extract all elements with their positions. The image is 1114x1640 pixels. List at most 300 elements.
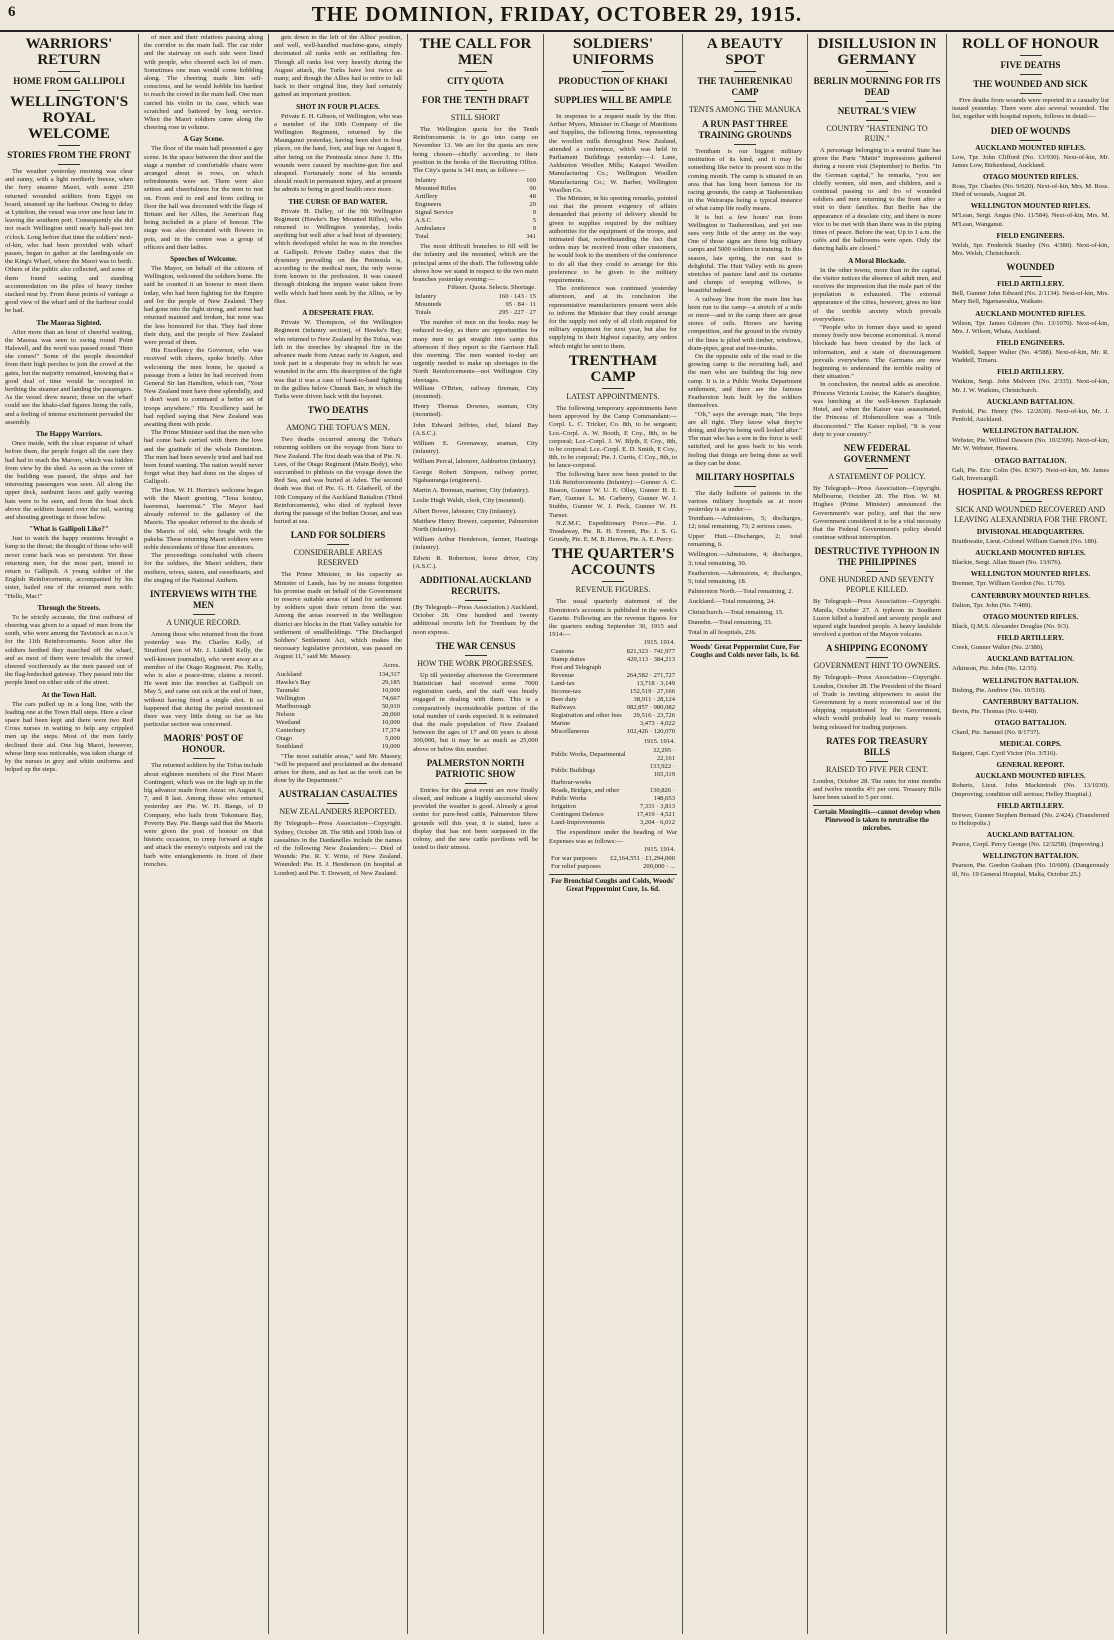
table-row [549,811,677,819]
table-row [413,217,538,225]
table-cell-label: Wellington [276,694,306,702]
table-cell-value: 5,000 [385,734,400,742]
article-paragraph: On the opposite side of the road to the growing camp is the recruiting hall, and the men who are building the big new camp. It is in a Public Works Department settlement, and there are the famous Featherston huts built by the soldiers themselves. [688,353,802,410]
table-cell-value: £2,164,551 · £1,294,000 [610,854,675,862]
decorative-rule [58,145,80,146]
section-subhead: FIELD ARTILLERY. [997,634,1064,643]
table-cell-label: For war purposes [551,854,597,862]
decorative-rule [866,120,888,121]
article-deck: AMONG THE TOFUA'S MEN. [286,423,390,433]
article-subheading: FIVE DEATHS [1000,60,1061,70]
list-entry: By Telegraph—Press Association—Copyright. Sydney, October 28. The 98th and 100th lists of casualties in the Dardanelles include the names of the following New Zealanders:— Died of Wounds: Pte. R. Y. Write, of New Zealand. Wounded: Pte. H. J. Henderson (in hospital at London) and Pte. T. Dowsett, of New Zealand. [274,820,402,877]
table-row [413,225,538,233]
section-subhead: FIELD ARTILLERY. [997,368,1064,377]
article-paragraph: After more than an hour of cheerful waiting, the Maoraa was seen to swing round Point Halswell, and the word was passed round "Here she comes!" Some of the people descended from their high perches to join the crowd at the gates, but the majority remained, knowing that a good deal of time would be occupied in berthing the steamer and landing the passengers. As the vessel drew nearer, those on the wharf could see the khaki-clad figures lining the rails, and a feeling of intense excitement pervaded the assembly. [5,328,133,426]
decorative-rule [1020,74,1042,75]
article-paragraph: In conclusion, the neutral adds as anecdote. Princess Victoria Louise, the Kaiser's daughter, was lunching at the well-known Esplanade Hotel, and when the Kaiser was assassinated, the Princess of Hohenzollern was a "little disconcerted." The Kaiser replied, "It is your duty to your country." [813,381,941,438]
section-subhead: AUCKLAND MOUNTED RIFLES. [975,143,1086,152]
article-subheading: LAND FOR SOLDIERS [290,530,386,541]
table-cell-label: Public Buildings [551,767,596,775]
table-cell-label: Otago [276,734,293,742]
list-entry: Dalton, Tpr. John (No. 7/489). [952,601,1033,609]
decorative-rule [465,71,487,72]
article-subheading: DESTRUCTIVE TYPHOON IN THE PHILIPPINES [814,546,940,568]
table-row [413,185,538,193]
table-column-header: 1915. 1914. [643,738,675,746]
figures-table-block [549,738,677,827]
section-subhead: THE CURSE OF BAD WATER. [288,197,388,206]
section-subhead: MEDICAL CORPS. [999,740,1062,749]
table-row [549,712,677,720]
list-entry: Bevin, Pte. Thomas (No. 6/448). [952,707,1038,715]
section-subhead: OTAGO BATTALION. [994,718,1067,727]
table-row [549,779,677,787]
article-paragraph: The Prime Minister, in his capacity as Minister of Lands, has by no means forgotten his promise made on behalf of the Government to reserve suitable areas of land for settlement by soldiers upon their return from the war. Among the areas reserved in the Wellington district are blocks in the Hutt Valley suitable for settlement of smallholdings. "The Discharged Soldiers' Settlement Act, which makes the necessary legislative provision, was passed on August 11," said Mr. Massey. [274,571,402,661]
article-subheading: MAORIS' POST OF HONOUR. [163,733,244,755]
masthead [0,0,1114,32]
decorative-rule [866,101,888,102]
table-cell-value: 74,667 [381,694,400,702]
article-paragraph: Private E. H. Gibson, of Wellington, who was a member of the 10th Company of the Wellington Regiment, returned by the Maunganui yesterday, having been shot in four places, on the hand, foot, and legs on August 8, after being on the Peninsula since June 3. His wounds were caused by machine-gun fire and shrapnel. Fortunately none of his wounds should result in permanent injury, and at present he admits to being in good health once more. [274,112,402,194]
article-subheading: AUSTRALIAN CASUALTIES [278,789,398,800]
decorative-rule [1020,140,1042,141]
section-subhead: AUCKLAND BATTALION. [986,397,1075,406]
table-cell-label: Public Works, Departmental [551,751,626,759]
table-row [274,711,402,719]
section-subhead: SHOT IN FOUR PLACES. [296,102,380,111]
article-deck: LATEST APPOINTMENTS. [566,391,660,401]
table-cell-label: Infantry [415,177,437,185]
table-column-header: Fifteen. Quota. Selects. Shortage. [447,284,536,292]
article-paragraph: gets down to the left of the Allies' position, and well, well-handled machine-guns, simply decimated all ranks with an enfilading fire. Though all ranks lost very heavily during the August attack, the Turks have lost twice as many, and though the Allies had to retire to fall back to their original line, they had certainly gained an important position. [274,34,402,99]
table-cell-label: Southland [276,742,303,750]
column-3 [269,34,408,1634]
table-cell-value: 134,317 [378,670,400,678]
decorative-rule [866,468,888,469]
section-subhead: A Moral Blockade. [848,256,906,265]
table-cell-label: Customs [551,648,575,656]
table-cell-value [634,779,677,787]
figures-table-block [549,846,677,871]
section-subhead: A Gay Scene. [183,135,224,144]
list-entry: John Edward Jeffries, chef, Island Bay (A.S.C.). [413,421,538,437]
article-subheading: CITY QUOTA [447,76,504,86]
article-paragraph: It is but a few hours' run from Wellington to Tauherenikau, and yet one sees very little of the army on the way. One of those signs are three big military camps and 5000 soldiers in training. In this season, late spring, the run east is delightful. The Hutt Valley with its green stretches of pasture land and its curtains and clumps of weeping willows, is beautiful indeed. [688,213,802,295]
list-entry: Edwin R. Robertson, horse driver, City (A.S.C.). [413,554,538,570]
table-row [549,787,677,803]
advertisement-line: Woods' Great Peppermint Cure, For Coughs and Colds never fails, 1s. 6d. [688,640,802,659]
table-row [274,743,402,751]
list-entry: Brenner, Tpr. William Gordon (No. 11/70). [952,580,1066,588]
section-subhead: "What is Gallipoli Like?" [29,525,109,534]
article-deck: NEW ZEALANDERS REPORTED. [279,807,397,817]
table-row [549,704,677,712]
list-entry: Creek, Gunner Walter (No. 2/380). [952,644,1044,652]
table-cell-value: 264,582 · 271,727 [626,672,675,680]
table-cell-label: Nelson [276,710,295,718]
article-paragraph: The cars pulled up in a long line, with the leading one at the Town Hall steps. Here a clear space had been kept and there were two Red Cross nurses in waiting to help any crippled men up the steps. Most of the men fairly declined their aid. One big Maori, however, whose limp was noticeable, was taken charge of by the nurses in grey and white uniforms and helped up the steps. [5,700,133,774]
table-cell-label: Mounted Rifles [415,185,457,193]
table-cell-value: 9 [532,225,536,233]
article-paragraph: The conference was continued yesterday afternoon, and at its conclusion the representative manufacturers present were able to inform the Minister that they could arrange for the supply not only of all cloth required for military equipment for next year, but also for supplying in their highest capacity, any orders which might be sent to them. [549,285,677,350]
list-entry: Auckland.—Total remaining, 24. [688,598,776,606]
article-subheading: NEUTRAL'S VIEW [837,106,917,116]
article-paragraph: Five deaths from wounds were reported in a casualty list issued yesterday. There were also several wounded. The list, together with hospital reports, follows in detail:— [952,97,1109,121]
list-entry: Dunedin.—Total remaining, 33. [688,618,773,626]
section-subhead: FIELD ENGINEERS. [996,339,1065,348]
table-row [549,747,677,763]
table-cell-value: 13,718 · 3,149 [636,680,675,688]
figures-table-block [549,639,677,736]
article-paragraph: The proceedings concluded with cheers for the soldiers, the Maori soldiers, their mothers, wives, sisters, and sweethearts, and the singing of the National Anthem. [144,552,263,584]
decorative-rule [58,164,80,165]
table-cell-value: 3,473 · 4,022 [639,720,675,728]
table-row [274,735,402,743]
article-subheading: BERLIN MOURNING FOR ITS DEAD [813,76,941,97]
article-paragraph: To be strictly accurate, the first outburst of cheering was given to a squad of men from the south, who were among the Tavistock as n.c.o.'s for the 11th Reinforcements. Soon after the soldiers berthed they marched off the wharf, and as most of them were invalids the crowd cheered vociferously as the men passed out of the flag-bedecked gateway. They passed into the people lined on either side of the street. [5,613,133,687]
decorative-rule [734,486,756,487]
decorative-rule [1020,93,1042,94]
list-entry: Palmerston North.—Total remaining, 2. [688,588,794,596]
article-paragraph: Just to watch the happy reunions brought a lump to the throat; the thought of those who will never come back was so persistent. Yet these returning men, for the most part, intend to return to Gallipoli. A young soldier of the English Reinforcements, accompanied by his sister, hailed one of the returned men with: "Hello, Mac!" [5,535,134,600]
figures-table [274,671,402,751]
list-entry: Ross, Tpr. Charles (No. 9/620). Next-of-kin, Mrs. M. Ross. Died of wounds, August 28. [952,183,1109,199]
table-row [413,177,538,185]
newspaper-title: THE DOMINION, FRIDAY, OCTOBER 29, 1915. [311,2,803,26]
section-subhead: AUCKLAND MOUNTED RIFLES. [975,549,1086,558]
article-deck: COUNTRY "HASTENING TO RUIN." [826,124,928,143]
table-row [413,193,538,201]
article-deck: STILL SHORT [450,113,501,122]
table-cell-value: 3,204 · 6,012 [639,819,675,827]
article-paragraph: Up till yesterday afternoon the Government Statistician had received some 7000 registration cards, and the staff was busily engaged in dealing with them. This is a comparatively inconsiderable portion of the total number of cards expected. It is estimated that the male population of New Zealand between the ages of 17 and 60 years is about 300,000, but it may be as much as 25,000 above or below this number. [413,671,538,753]
article-paragraph: Two deaths occurred among the Tofua's returning soldiers on the voyage from Suez to New Zealand. The first death was that of Pte. N. Lees, of the Otago Regiment (Main Body), who succumbed to phthisis on the voyage down the Red Sea, and was buried at Aden. The second death was that of Pte. G. H. Gladwell, of the 10th Company of the Auckland Battalion (Third Reinforcements), who died of typhoid fever during the passage of the Indian Ocean, and was buried at sea. [274,436,402,526]
section-subhead: DIVISIONAL HEADQUARTERS. [976,528,1085,537]
column-5 [544,34,683,1634]
table-cell-label: Hawke's Bay [276,678,311,686]
article-paragraph: N.Z.M.C. Expeditionary Force.—Pte. J. Treadaway, Pte. R. H. Everett, Pte. J. S. G. Grundy, Pte. E. M. B. Herron, Pte. A. E. Percy. [549,519,677,544]
list-entry: Blackie, Sergt. Allan Stuart (No. 13/676). [952,559,1062,567]
table-cell-label: Artillery [415,193,438,201]
table-cell-label: Stamp duties [551,656,586,664]
list-entry: Henry Thomas Downes, seaman, City (mounted). [413,403,538,419]
table-cell-label: Beer duty [551,696,577,704]
list-entry: William E. Greenaway, seaman, City (infantry). [413,440,538,456]
table-row [549,656,677,664]
section-subhead: AUCKLAND BATTALION. [986,655,1075,664]
article-subheading: HOME FROM GALLIPOLI [13,76,125,86]
article-paragraph: Among those who returned from the front yesterday was Pte. Charles Kelly, of Stratford (son of Mr. J. Liddell Kelly, the well-known journalist), who went away as a member of the Otago Regiment. Pte. Kelly, who is also a peace-time, claims a record. He went into the trenches at Gallipoli on May 5, and came out sick at the end of June, without having fired a single shot. It so happened that during the period mentioned there was very little doing so far as his particular section was concerned. [144,631,263,729]
article-paragraph: Private W. Thompson, of the Wellington Regiment (infantry section), of Hawke's Bay, who returned to New Zealand by the Tofua, was left in the trenches by shrapnel fire in the advance made from Anzac early in August, and took part in a desperate fray in which he was wounded in the arm. His description of the fight was that it was a case of hand-to-hand fighting in the gullies below Chunuk Bair, in which the Turks were driven back with the bayonet. [274,319,402,400]
table-column-header: 1915. 1914. [643,845,675,853]
list-entry: Roberts, Lieut. John Mackintosh (No. 13/1030). (Improving; condition still serious; Helley Hospital.) [952,782,1109,798]
section-subhead: The Happy Warriors. [35,430,103,439]
section-subhead: AUCKLAND BATTALION. [986,831,1075,840]
table-column-header: Acres. [382,661,400,669]
section-subhead: AUCKLAND MOUNTED RIFLES. [975,309,1086,318]
list-entry: Christchurch.—Total remaining, 15. [688,608,784,616]
table-cell-value: 133,922 · 165,319 [649,763,675,779]
section-subhead: The Maoraa Sighted. [36,318,102,327]
section-subhead: A DESPERATE FRAY. [302,309,374,318]
article-paragraph: The Minister, in his opening remarks, pointed out that the present exigency of affairs demanded that priority of delivery should be given to supplies required by the military authorities for the equipment of the troops, and intimated that, notwithstanding the fact that orders may be received from other customers, he would look to the members of the conference to do all that they could to arrange for this preference to be given to the military requirements. [549,195,677,285]
figures-table-block [274,662,402,751]
article-paragraph: The usual quarterly statement of the Dominion's accounts is published in the week's Gazette. Following are the revenue figures for the quarters ending September 30, 1915 and 1914:— [549,598,677,639]
list-entry: Low, Tpr. John Clifford (No. 13/930). Next-of-kin, Mr. James Low, Birkenhead, Auckland. [952,153,1109,169]
list-entry: Featherston.—Admissions, 4; discharges, 5; total remaining, 18. [688,569,802,585]
table-row [549,720,677,728]
section-subhead: WELLINGTON MOUNTED RIFLES. [970,202,1091,211]
list-entry: Trentham.—Admissions, 5; discharges, 12; total remaining, 73; 2 serious cases. [688,514,802,530]
list-entry: Watkins, Sergt. John Melvern (No. 2/335). Next-of-kin, Mr. J. W. Watkins, Christchurch. [952,378,1109,394]
article-paragraph: The returned soldiers by the Tofua include about eighteen members of the First Maori Contingent, which was on the high up in the big advance made from Anzac on August 6, 7, and 8 last. Among those who returned yesterday are Pte. W. H. Bangs, of D Company, who hails from Tokomaru Bay, Poverty Bay. Pte. Bangs said that the Maoris were given the post of honour on that historic occasion, to creep forward at night and attack the enemy's outposts and cut the barb wire entanglements in front of their trenches. [144,762,263,868]
article-subheading: THE WAR CENSUS [435,640,516,651]
list-entry: London, October 28. The rates for nine months and twelve months 4½ per cent. Treasury Bills have been raised to 5 per cent. [813,777,941,802]
article-subheading: WOUNDED [1006,262,1055,273]
table-row [549,696,677,704]
table-row [549,648,677,656]
decorative-rule [465,655,487,656]
article-paragraph: "Oh," says the average man, "the boys are all right. They know what they're doing, and they're being well looked after." The man who has a son in the force is well satisfied, and he goes back to his work feeling that things are being done as well as they can be done. [688,410,802,467]
section-subhead: FIELD ARTILLERY. [997,801,1064,810]
table-cell-label: Canterbury [276,726,306,734]
section-subhead: GENERAL REPORT. [996,761,1065,770]
article-paragraph: "People who in former days used to spend money freely now become economical. A moral blockade has been created by the lack of information, and a state of discouragement prevails everywhere. The Germans are now beginning to understand the terrible reality of their situation." [813,324,941,381]
column-7 [808,34,947,1634]
decorative-rule [193,758,215,759]
article-paragraph: of men and their relatives passing along the corridor to the main hall. The car rider and the stairway on each side were lined with people, who cheered each lot of men. Sometimes one man would come hobbling along. The cheering made him self-conscious, and he would hobble his hardest to reach the crowd in the main hall. One man carried his violin in its case, which was scratched and battered by long service. When the Maori soldiers came along the cheering rose in volume. [144,34,264,132]
list-entry: Upper Hutt.—Discharges, 2; total remaining, 6. [688,532,802,549]
list-entry: Galt, Pte. Eric Colin (No. 8/367). Next-of-kin, Mr. James Galt, Invercargill. [952,466,1109,482]
article-deck: ONE HUNDRED AND SEVENTY PEOPLE KILLED. [819,575,935,595]
list-entry: By Telegraph—Press Association—Copyright. Melbourne, October 28. The Hon. W. M. Hughes (Prime Minister) announced the Government's war policy, and that the new Government considered it to be a vital necessity that the Federal Government's policy should continue without interruption. [813,484,941,542]
decorative-rule [327,419,349,420]
decorative-rule [193,614,215,615]
list-entry: William O'Brien, railway fireman, City (mounted). [413,384,538,401]
article-subheading: RATES FOR TREASURY BILLS [826,735,928,757]
article-paragraph: In response to a request made by the Hon. Arthur Myers, Minister in Charge of Munitions and Supplies, the following firms, representing the woollen mills throughout New Zealand, attended a conference, which was held in Parliament Buildings yesterday:—J. Lane, Ashburton Woollen Mills; Kaiapoi Woollen Manufacturing Co.; Wellington Woollen Manufacturing Co.; W. Barber, Wellington Woollen Co. [549,113,677,194]
decorative-rule [465,783,487,784]
decorative-rule [734,71,756,72]
table-cell-value: 29,185 [381,678,400,686]
list-entry: Pearson, Pte. Gordon Graham (No. 10/609). (Dangerously ill, No. 19 General Hospital, Malta, October 25.) [952,862,1109,878]
table-cell-value: 821,323 · 741,977 [626,648,675,656]
figures-table-block [413,284,538,317]
section-subhead: WELLINGTON MOUNTED RIFLES. [970,570,1091,579]
article-paragraph: The following have now been posted to the 11th Reinforcements (Infantry):—Gunner A. C. Bisson, Gunner W. U. E. Olley, Gunner H. E. Farr, Gunner L. M. Carberry, Gunner W. J. Stubbs, Gunner W. J. Peck, Gunner W. H. Turner. [549,470,677,519]
article-paragraph: The Prime Minister said that the men who had come back carried with them the love and the gratitude of the whole Dominion. The men had been severely tried and had not been found wanting. The nation would never forget what they had done on the slopes of Gallipoli. [144,429,263,486]
table-row [549,863,677,871]
decorative-rule [327,544,349,545]
list-entry: Welsh, Spr. Frederick Stanley (No. 4/380). Next-of-kin, Mrs. Welsh, Christchurch. [952,241,1109,258]
article-paragraph: Private H. Dalley, of the 9th Wellington Regiment (Hawke's Bay Mounted Rifles), who returned to Wellington yesterday, looks anything but well after a bad bout of dysentery, which developed whilst he was in the trenches at Gallipoli. Private Dalley states that the dysentery prevailing on the Peninsula is, according to the medical men, the only worse form known to the profession. It was caused through drinking the impure water taken from wells which had been sunk by the Allies, or by flies. [274,207,402,305]
table-cell-value: 9 [532,209,536,217]
article-headline: THE QUARTER'S ACCOUNTS [551,546,675,579]
table-cell-label: Land-Improvements [551,819,605,827]
table-cell-value: 19,000 [381,742,400,750]
section-subhead: OTAGO MOUNTED RIFLES. [982,612,1079,621]
decorative-rule [465,109,487,110]
table-row [274,679,402,687]
table-row [274,727,402,735]
table-cell-value: 48 [529,193,536,201]
article-headline: SOLDIERS' UNIFORMS [572,36,654,68]
table-cell-label: Ambulance [415,225,446,233]
article-paragraph: In the other towns, more than in the capital, the visitor notices the absence of adult men, and receives the impression that the male part of the population is exhausted. The external appearance of the cities, however, gives no hint of the terrible anxiety which prevails everywhere. [813,266,941,323]
table-cell-label: Infantry [415,293,437,301]
table-cell-value: 29,516 · 23,726 [633,712,675,720]
table-cell-value: 102,426 · 120,070 [626,728,675,736]
list-entry: Wellington.—Admissions, 4; discharges, 3; total remaining, 30. [688,551,802,567]
table-cell-value: 10,000 [381,686,400,694]
list-entry: Martin A. Brennan, mariner, City (infantry). [413,487,530,495]
column-6 [683,34,808,1634]
table-row [413,209,538,217]
section-subhead: CANTERBURY MOUNTED RIFLES. [970,591,1091,600]
table-cell-label: Harbour-works [551,779,592,787]
article-deck: A STATEMENT OF POLICY. [828,471,926,481]
table-cell-label: Totals [415,309,432,317]
article-subheading: MILITARY HOSPITALS [695,471,795,482]
table-row [413,233,538,241]
decorative-rule [58,71,80,72]
table-cell-value: 17,419 · 4,521 [636,811,675,819]
figures-table [549,855,677,871]
section-subhead: OTAGO MOUNTED RIFLES. [982,173,1079,182]
table-cell-label: Mounteds [415,301,442,309]
table-cell-value: 10,000 [381,718,400,726]
decorative-rule [1020,501,1042,502]
decorative-rule [465,90,487,91]
decorative-rule [866,761,888,762]
article-paragraph: The Hon. W. H. Herries's welcome began with the Maori greeting, "Tena koutou, haeremai, haeremai." The Mayor had already referred to the gallantry of the Maoris. The speaker referred to the deeds of the Maoris of old, who fought with the pakeha. These returning Maori soldiers were noble descendants of those fine ancestors. [144,486,263,551]
table-row [413,301,538,309]
article-paragraph: The weather yesterday morning was clear and sunny, with a light northerly breeze, when the ferry steamer Maori, with some 250 returned wounded soldiers from Egypt on board, steamed up the harbour. Owing to delay at Lyttelton, the vessel was over one hour late in leaving the southern port. Consequently she did not reach Wellington until nearly half-past ten o'clock. Long before that time the soldiers' next-of-kin, who had been provided with wharf passes, began to gather at the landing-side on the King's Wharf, where the Maori was to berth. Others of the public also collected, and some of them found seating and standing accommodation on the piles of heavy timber stacked near by. From these points of vantage a good view of the wharf and of the harbour could be had. [5,168,133,315]
list-entry: Braithwaite, Lieut.-Colonel William Garnett (No. 180). [952,538,1098,546]
table-cell-label: Total [415,233,429,241]
decorative-rule [1020,55,1042,56]
article-subheading: INTERVIEWS WITH THE MEN [150,589,257,610]
table-row [274,719,402,727]
article-paragraph: A personage belonging to a neutral State has given the Paris "Matin" impressions gathered during a recent visit (September) to Berlin. "In the German capital," he remarks, "you see chiefly women, old men, and children, and a continual passing to and fro of wounded soldiers and men returning to the front after a visit to their families. But Berlin has the appearance of a desolate city, and there is more vice to be met with than there was in the piping times of peace. Before the war, Up to 1 a.m. the cafés and the ballrooms were open. Only the dancing halls are closed." [813,147,941,253]
article-deck: SICK AND WOUNDED RECOVERED AND LEAVING ALEXANDRIA FOR THE FRONT. [954,505,1107,525]
table-cell-label: Marine [551,720,571,728]
table-cell-label: Westland [276,718,301,726]
table-cell-label: Marlborough [276,702,311,710]
table-row [549,672,677,680]
table-row [274,671,402,679]
table-row [549,855,677,863]
table-cell-value: 341 [526,233,536,241]
list-entry: By Telegraph—Press Association—Copyright. Manila, October 27. A typhoon in Southern Luzon killed a hundred and seventy people and injured eight hundred people. A heavy landslide involved a portion of the Mayon volcano. [813,598,941,639]
page-number: 6 [8,4,16,20]
article-headline: WARRIORS' RETURN [25,36,113,68]
article-deck: CONSIDERABLE AREAS RESERVED [293,548,383,568]
section-subhead: AUCKLAND MOUNTED RIFLES. [975,772,1086,781]
decorative-rule [602,581,624,582]
article-deck: RAISED TO FIVE PER CENT. [825,764,928,774]
decorative-rule [734,144,756,145]
table-cell-value: 5 [532,217,536,225]
table-cell-value: 160 · 143 · 15 [498,293,536,301]
article-subheading: TWO DEATHS [307,405,369,416]
table-cell-label: Land-tax [551,680,575,688]
article-subheading: SUPPLIES WILL BE AMPLE [554,95,672,105]
decorative-rule [866,71,888,72]
table-row [549,803,677,811]
section-subhead: FIELD ARTILLERY. [997,280,1064,289]
list-entry: Wilson, Tpr. James Gilmore (No. 13/1070). Next-of-kin, Mrs. J. Wilson, Whata, Auckland. [952,319,1109,335]
article-headline: DISILLUSION IN GERMANY [817,36,937,68]
list-entry: Chard, Pte. Samuel (No. 8/1737). [952,728,1041,736]
table-cell-value: 28,060 [381,710,400,718]
article-paragraph: His Excellency the Governor, who was received with cheers, spoke briefly. After welcoming the men home, he quoted a passage from a letter he had received from General Sir Ian Hamilton, which ran, "Your New Zealand men have done splendidly, and I don't want to command a better set of troops anywhere." His Excellency said he had replied saying that New Zealand was awaiting them with pride. [144,347,263,428]
table-cell-label: For relief purposes [551,862,601,870]
article-paragraph: The Wellington quota for the Tenth Reinforcements is to go into camp on November 13. We are for the quota are now being chosen—chiefly according to their position in the books of the Recruiting Office. The City's quota is 341 men, as follows:— [413,126,538,175]
table-cell-label: Roads, Bridges, and other Public Works [551,787,620,803]
list-entry: (By Telegraph—Press Association.) Auckland, October 28. One hundred and twenty additional recruits left for Trentham by the noon express. [413,603,538,636]
figures-table [413,177,538,241]
list-entry: Baigent, Capt. Cyril Victor (No. 3/516). [952,750,1058,758]
list-entry: Webster, Pte. Wilfred Dawson (No. 10/2399). Next-of-kin, Mr. W. Webster, Hawera. [952,437,1109,453]
table-cell-value: 95 · 84 · 11 [505,301,536,309]
table-cell-label: A.S.C. [415,217,433,225]
article-paragraph: The following temporary appointments have been approved by the Camp Commandant:—Corpl. L. C. Tricker, Co. 8th, to be sergeant; Lce.-Corpl. A. W. Booth, E Coy., 8th, to be corporal; Lce.-Corpl. J. W. Blyth, E Coy., 8th, to be corporal; Lce.-Corpl. E. D. Smith, E Coy., 8th, to be corporal; Pte. J. Curtis, C Coy., 8th, to be lance-corporal. [549,404,677,470]
section-subhead: WELLINGTON BATTALION. [982,676,1079,685]
article-subheading: A SHIPPING ECONOMY [825,643,928,654]
advertisement-line: Certain Meningitis—cannot develop when Pinewood is taken to neutralise the microbes. [813,805,941,832]
table-row [549,680,677,688]
table-cell-value: 20 [529,201,536,209]
table-cell-label: Railways [551,704,576,712]
article-paragraph: The floor of the main hall presented a gay scene. In the space between the door and the stage a number of comfortable chairs were arranged about in rows, on which refreshments were set. There were also settees and cheerfulness for the men to rest on. From end to end and from ceiling to floor the hall was decorated with the flags of Britain and her Allies, the American flag being included in a place of honour. The stage was also decorated with flowers in pots, and in the centre was a group of officers and their ladies. [144,145,263,251]
list-entry: Penfold, Pte. Henry (No. 12/2630). Next-of-kin, Mr. J. Penfold, Auckland. [952,407,1109,424]
table-cell-value: 160 [526,177,536,185]
decorative-rule [866,657,888,658]
list-entry: William Arthur Henderson, farmer, Hastings (infantry). [413,536,538,552]
list-entry: Total in all hospitals, 236. [688,628,757,636]
list-entry: Waddell, Sapper Walter (No. 4/588). Next-of-kin, Mr. R. Waddell, Timaru. [952,349,1109,365]
table-row [413,293,538,301]
table-row [549,819,677,827]
article-paragraph: The most difficult branches to fill will be the infantry and the mounted, which are the principal arms of the draft. The following table shows how we stand in respect to the two main branches yesterday evening:— [413,243,538,284]
article-subheading: THE WOUNDED AND SICK [973,79,1088,89]
list-entry: By Telegraph—Press Association—Copyright. London, October 28. The President of the Board of Trade is inviting shipowners to assist the Government by a more economical use of the shipping requisitioned by the Government, which would probably lead to many vessels being released for trading purposes. [813,674,941,731]
table-cell-label: Miscellaneous [551,728,590,736]
decorative-rule [602,388,624,389]
table-row [274,695,402,703]
article-subheading: PALMERSTON NORTH PATRIOTIC SHOW [426,757,525,779]
article-headline: ROLL OF HONOUR [962,36,1099,52]
list-entry: Albert Bovee, labourer, City (infantry). [413,507,517,515]
article-headline: A BEAUTY SPOT [706,36,784,68]
section-subhead: OTAGO BATTALION. [994,456,1067,465]
article-subheading: FOR THE TENTH DRAFT [422,95,529,105]
article-subheading: HOSPITAL & PROGRESS REPORT [957,487,1104,498]
article-paragraph: "The most suitable areas," said Mr. Massey, "will be prepared and proclaimed as the demand arises for them, and as fast as the work can be done by the Department." [274,752,402,785]
article-headline: THE CALL FOR MEN [419,36,532,68]
table-row [274,703,402,711]
column-4 [408,34,544,1634]
decorative-rule [602,71,624,72]
article-subheading: A RUN PAST THREE TRAINING GROUNDS [698,119,792,140]
section-subhead: Speeches of Welcome. [170,255,237,264]
table-cell-value [624,664,677,672]
table-row [549,763,677,779]
column-2 [139,34,269,1634]
figures-table [549,648,677,736]
table-cell-value: 32,295 · 22,161 [653,747,675,763]
